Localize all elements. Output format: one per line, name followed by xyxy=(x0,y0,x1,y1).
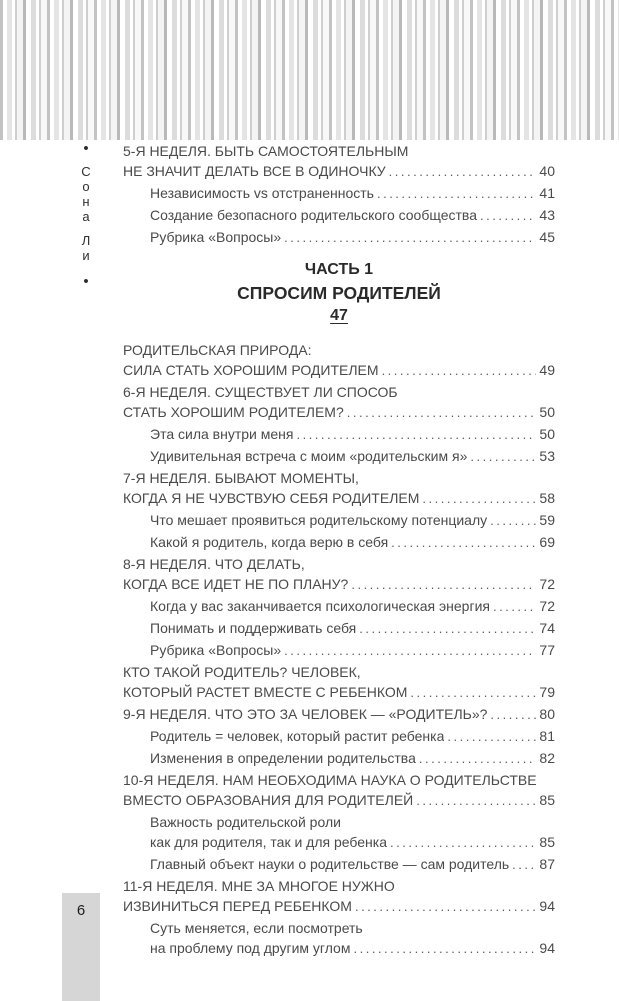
toc-line xyxy=(123,360,555,381)
dot-leader xyxy=(490,510,536,531)
toc-page-number: 53 xyxy=(539,448,555,464)
toc-title-text: Независимость vs отстраненность xyxy=(150,185,374,201)
toc-line xyxy=(123,554,555,574)
toc-title-text: Понимать и поддерживать себя xyxy=(150,620,357,636)
toc-line xyxy=(150,812,555,832)
toc-entry xyxy=(123,876,555,917)
dot-leader xyxy=(355,896,536,917)
toc-line xyxy=(150,424,555,445)
toc-line xyxy=(150,183,555,204)
toc-title-text: 7-Я НЕДЕЛЯ. БЫВАЮТ МОМЕНТЫ, xyxy=(123,470,359,486)
toc-line xyxy=(123,402,555,423)
toc-title-text: Рубрика «Вопросы» xyxy=(150,642,282,658)
toc-line xyxy=(150,510,555,531)
toc-title-text: 5-Я НЕДЕЛЯ. БЫТЬ САМОСТОЯТЕЛЬНЫМ xyxy=(123,143,409,159)
dot-leader xyxy=(410,682,536,703)
toc-line xyxy=(150,227,555,248)
toc-title-text: Создание безопасного родительского сообщества xyxy=(150,207,477,223)
part-heading xyxy=(123,259,555,327)
toc-entry xyxy=(123,704,555,725)
toc-section-main xyxy=(123,340,555,959)
author-letter: и xyxy=(82,248,90,263)
toc-title-text: КОГДА ВСЕ ИДЕТ НЕ ПО ПЛАНУ? xyxy=(123,576,349,592)
dot-leader xyxy=(296,424,536,445)
toc-line xyxy=(150,832,555,853)
toc-entry xyxy=(123,662,555,703)
toc-line xyxy=(150,854,555,875)
dot-leader xyxy=(382,360,537,381)
toc-page-number: 59 xyxy=(539,512,555,528)
toc-title-text: Эта сила внутри меня xyxy=(150,426,294,442)
dot-leader xyxy=(377,183,536,204)
toc-title-text: как для родителя, так и для ребенка xyxy=(150,834,387,850)
toc-line xyxy=(123,468,555,488)
toc-title-text: Удивительная встреча с моим «родительским я» xyxy=(150,448,468,464)
bullet-icon: • xyxy=(83,140,89,157)
toc-page-number: 80 xyxy=(539,706,555,722)
toc-entry xyxy=(123,918,555,959)
toc-title-text: НЕ ЗНАЧИТ ДЕЛАТЬ ВСЕ В ОДИНОЧКУ xyxy=(123,163,386,179)
toc-page-number: 45 xyxy=(539,229,555,245)
toc-line xyxy=(150,748,555,769)
author-letter: н xyxy=(82,194,90,209)
toc-page-number: 50 xyxy=(539,426,555,442)
dot-leader xyxy=(390,832,536,853)
toc-entry xyxy=(123,770,555,811)
toc-title-text: Когда у вас заканчивается психологическая энергия xyxy=(150,598,490,614)
part-page-number: 47 xyxy=(330,307,348,324)
toc-entry xyxy=(123,424,555,445)
toc-page-number: 49 xyxy=(539,362,555,378)
toc-line xyxy=(150,596,555,617)
page-number: 6 xyxy=(76,902,86,919)
toc-page-number: 77 xyxy=(539,642,555,658)
dot-leader xyxy=(490,704,536,725)
toc-title-text: СТАТЬ ХОРОШИМ РОДИТЕЛЕМ? xyxy=(123,404,344,420)
toc-line xyxy=(150,640,555,661)
author-vertical-label xyxy=(78,142,94,288)
toc-title-text: Родитель = человек, который растит ребенка xyxy=(150,728,445,744)
toc-title-text: 8-Я НЕДЕЛЯ. ЧТО ДЕЛАТЬ, xyxy=(123,556,305,572)
toc-title-text: на проблему под другим углом xyxy=(150,940,351,956)
toc-title-text: 9-Я НЕДЕЛЯ. ЧТО ЭТО ЗА ЧЕЛОВЕК — «РОДИТЕЛЬ»? xyxy=(123,706,488,722)
toc-title-text: Какой я родитель, когда верю в себя xyxy=(150,534,389,550)
toc-page-number: 82 xyxy=(539,750,555,766)
toc-line xyxy=(123,382,555,402)
toc-title-text: Изменения в определении родительства xyxy=(150,750,416,766)
toc-page-number: 72 xyxy=(539,576,555,592)
toc-page-number: 87 xyxy=(539,856,555,872)
author-letter: а xyxy=(82,209,90,224)
toc-page-number: 40 xyxy=(539,163,555,179)
toc-title-text: РОДИТЕЛЬСКАЯ ПРИРОДА: xyxy=(123,342,312,358)
dot-leader xyxy=(284,640,536,661)
toc-page-number: 94 xyxy=(539,898,555,914)
toc-entry xyxy=(123,382,555,423)
dot-leader xyxy=(470,446,536,467)
toc-title-text: 10-Я НЕДЕЛЯ. НАМ НЕОБХОДИМА НАУКА О РОДИТЕЛЬСТВЕ xyxy=(123,772,537,788)
toc-line xyxy=(123,876,555,896)
toc-entry xyxy=(123,554,555,595)
toc-entry xyxy=(123,748,555,769)
part-label: ЧАСТЬ 1 xyxy=(304,261,374,278)
toc-page-number: 81 xyxy=(539,728,555,744)
dot-leader xyxy=(284,227,536,248)
dot-leader xyxy=(422,488,536,509)
toc-title-text: КОТОРЫЙ РАСТЕТ ВМЕСТЕ С РЕБЕНКОМ xyxy=(123,684,408,700)
toc-entry xyxy=(123,854,555,875)
dot-leader xyxy=(480,205,536,226)
toc-title-text: Суть меняется, если посмотреть xyxy=(150,920,363,936)
toc-line xyxy=(123,896,555,917)
toc-line xyxy=(150,938,555,959)
toc-title-text: Рубрика «Вопросы» xyxy=(150,229,282,245)
toc-title-text: ИЗВИНИТЬСЯ ПЕРЕД РЕБЕНКОМ xyxy=(123,898,352,914)
toc-entry xyxy=(123,640,555,661)
toc-line xyxy=(123,141,555,161)
dot-leader xyxy=(351,574,536,595)
toc-line xyxy=(150,205,555,226)
toc-line xyxy=(150,726,555,747)
toc-entry xyxy=(123,510,555,531)
dot-leader xyxy=(389,161,537,182)
toc-line xyxy=(123,161,555,182)
toc-entry xyxy=(123,227,555,248)
toc-line xyxy=(150,532,555,553)
page-number-box xyxy=(62,893,100,1001)
toc-page-number: 58 xyxy=(539,490,555,506)
toc-entry xyxy=(123,812,555,853)
toc-page-number: 79 xyxy=(539,684,555,700)
dot-leader xyxy=(512,854,536,875)
dot-leader xyxy=(419,748,537,769)
dot-leader xyxy=(416,790,536,811)
toc-title-text: Что мешает проявиться родительскому потенциалу xyxy=(150,512,488,528)
toc-entry xyxy=(123,596,555,617)
bullet-icon: • xyxy=(83,273,89,290)
toc-entry xyxy=(123,532,555,553)
toc-line xyxy=(123,682,555,703)
toc-line xyxy=(123,662,555,682)
dot-leader xyxy=(447,726,536,747)
toc-page-number: 85 xyxy=(539,834,555,850)
toc-title-text: 11-Я НЕДЕЛЯ. МНЕ ЗА МНОГОЕ НУЖНО xyxy=(123,878,395,894)
toc-entry xyxy=(123,618,555,639)
part-title: СПРОСИМ РОДИТЕЛЕЙ xyxy=(237,283,441,303)
author-letter: о xyxy=(82,179,90,194)
toc-page-number: 50 xyxy=(539,404,555,420)
toc-page-number: 72 xyxy=(539,598,555,614)
toc-line xyxy=(123,488,555,509)
toc-page-number: 43 xyxy=(539,207,555,223)
toc-entry xyxy=(123,726,555,747)
toc-entry xyxy=(123,468,555,509)
toc-title-text: КТО ТАКОЙ РОДИТЕЛЬ? ЧЕЛОВЕК, xyxy=(123,664,361,680)
author-letter: Л xyxy=(81,233,91,248)
toc-page-number: 74 xyxy=(539,620,555,636)
toc-line xyxy=(150,446,555,467)
toc-title-text: ВМЕСТО ОБРАЗОВАНИЯ ДЛЯ РОДИТЕЛЕЙ xyxy=(123,792,414,808)
toc-title-text: КОГДА Я НЕ ЧУВСТВУЮ СЕБЯ РОДИТЕЛЕМ xyxy=(123,490,420,506)
toc-entry xyxy=(123,340,555,381)
dot-leader xyxy=(347,402,537,423)
toc-line xyxy=(123,790,555,811)
toc-section-top xyxy=(123,141,555,248)
toc-page-number: 94 xyxy=(539,940,555,956)
author-letter: С xyxy=(81,164,91,179)
toc-page-number: 85 xyxy=(539,792,555,808)
toc-entry xyxy=(123,183,555,204)
table-of-contents xyxy=(123,141,555,960)
toc-entry xyxy=(123,446,555,467)
toc-page-number: 69 xyxy=(539,534,555,550)
toc-entry xyxy=(123,205,555,226)
dot-leader xyxy=(493,596,536,617)
header-stripes-decoration xyxy=(0,0,619,140)
toc-line xyxy=(123,770,555,790)
toc-title-text: СИЛА СТАТЬ ХОРОШИМ РОДИТЕЛЕМ xyxy=(123,362,379,378)
toc-title-text: Важность родительской роли xyxy=(150,814,341,830)
toc-entry xyxy=(123,141,555,182)
dot-leader xyxy=(391,532,536,553)
dot-leader xyxy=(353,938,536,959)
toc-line xyxy=(150,618,555,639)
toc-line xyxy=(123,340,555,360)
toc-line xyxy=(123,574,555,595)
toc-line xyxy=(123,704,555,725)
toc-page-number: 41 xyxy=(539,185,555,201)
dot-leader xyxy=(359,618,536,639)
toc-line xyxy=(150,918,555,938)
toc-title-text: 6-Я НЕДЕЛЯ. СУЩЕСТВУЕТ ЛИ СПОСОБ xyxy=(123,384,398,400)
toc-title-text: Главный объект науки о родительстве — сам родитель xyxy=(150,856,510,872)
